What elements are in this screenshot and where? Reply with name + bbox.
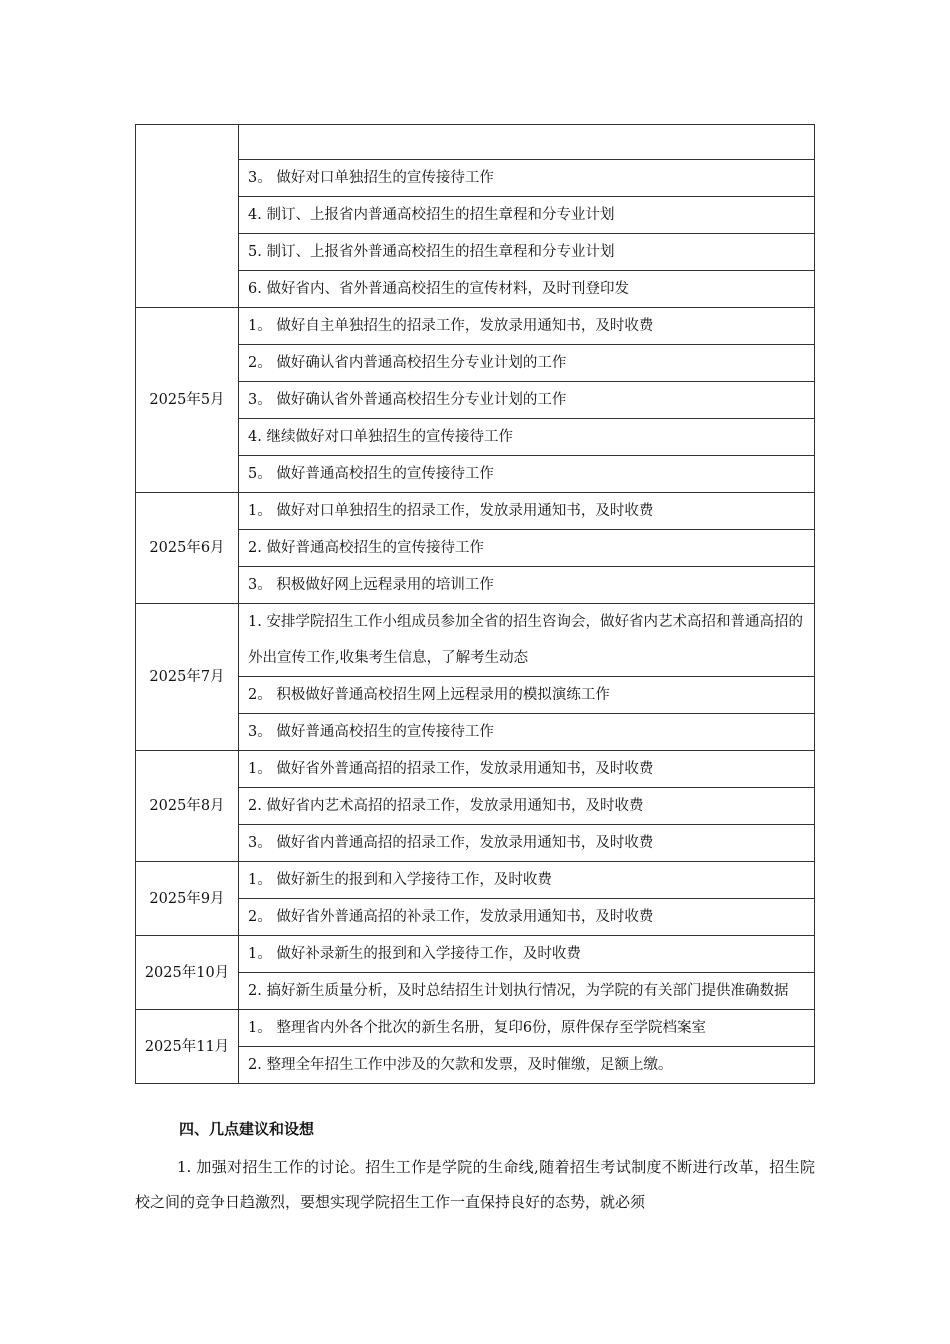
month-cell [136,125,239,308]
section-heading: 四、几点建议和设想 [179,1120,315,1138]
schedule-row [136,751,815,788]
task-cell: 2。 积极做好普通高校招生网上远程录用的模拟演练工作 [239,677,815,714]
task-cell: 3。 做好确认省外普通高校招生分专业计划的工作 [239,382,815,419]
schedule-body [136,125,815,1084]
task-cell: 1. 安排学院招生工作小组成员参加全省的招生咨询会，做好省内艺术高招和普通高招的外出宣传工作,收集考生信息，了解考生动态 [239,604,815,677]
task-cell: 1。 做好自主单独招生的招录工作，发放录用通知书，及时收费 [239,308,815,345]
task-cell [239,125,815,160]
month-cell: 2025年9月 [136,862,239,936]
task-cell: 2。 做好确认省内普通高校招生分专业计划的工作 [239,345,815,382]
task-cell: 6. 做好省内、省外普通高校招生的宣传材料，及时刊登印发 [239,271,815,308]
schedule-row [136,604,815,677]
schedule-row [136,308,815,345]
month-cell: 2025年11月 [136,1010,239,1084]
schedule-row [136,862,815,899]
task-cell: 1。 做好省外普通高招的招录工作，发放录用通知书，及时收费 [239,751,815,788]
task-cell: 3。 做好普通高校招生的宣传接待工作 [239,714,815,751]
task-cell: 3。 做好对口单独招生的宣传接待工作 [239,160,815,197]
task-cell: 1。 做好新生的报到和入学接待工作，及时收费 [239,862,815,899]
month-cell: 2025年6月 [136,493,239,604]
task-cell: 2. 整理全年招生工作中涉及的欠款和发票，及时催缴，足额上缴。 [239,1047,815,1084]
task-cell: 5. 制订、上报省外普通高校招生的招生章程和分专业计划 [239,234,815,271]
task-cell: 4. 继续做好对口单独招生的宣传接待工作 [239,419,815,456]
month-cell: 2025年10月 [136,936,239,1010]
task-cell: 1。 做好补录新生的报到和入学接待工作，及时收费 [239,936,815,973]
task-cell: 3。 积极做好网上远程录用的培训工作 [239,567,815,604]
task-cell: 1。 整理省内外各个批次的新生名册，复印6份，原件保存至学院档案室 [239,1010,815,1047]
task-cell: 1。 做好对口单独招生的招录工作，发放录用通知书，及时收费 [239,493,815,530]
task-cell: 2. 做好省内艺术高招的招录工作，发放录用通知书，及时收费 [239,788,815,825]
task-cell: 2。 做好省外普通高招的补录工作，发放录用通知书，及时收费 [239,899,815,936]
body-paragraph: 1. 加强对招生工作的讨论。招生工作是学院的生命线,随着招生考试制度不断进行改革，招生院校之间的竞争日趋激烈，要想实现学院招生工作一直保持良好的态势，就必须 [135,1158,815,1211]
schedule-table [135,124,815,1084]
schedule-row [136,1010,815,1047]
task-cell: 2. 做好普通高校招生的宣传接待工作 [239,530,815,567]
month-cell: 2025年8月 [136,751,239,862]
task-cell: 3。 做好省内普通高招的招录工作，发放录用通知书，及时收费 [239,825,815,862]
schedule-row [136,125,815,160]
month-cell: 2025年7月 [136,604,239,751]
month-cell: 2025年5月 [136,308,239,493]
task-cell: 4. 制订、上报省内普通高校招生的招生章程和分专业计划 [239,197,815,234]
schedule-row [136,493,815,530]
schedule-row [136,936,815,973]
task-cell: 5。 做好普通高校招生的宣传接待工作 [239,456,815,493]
task-cell: 2. 搞好新生质量分析，及时总结招生计划执行情况，为学院的有关部门提供准确数据 [239,973,815,1010]
